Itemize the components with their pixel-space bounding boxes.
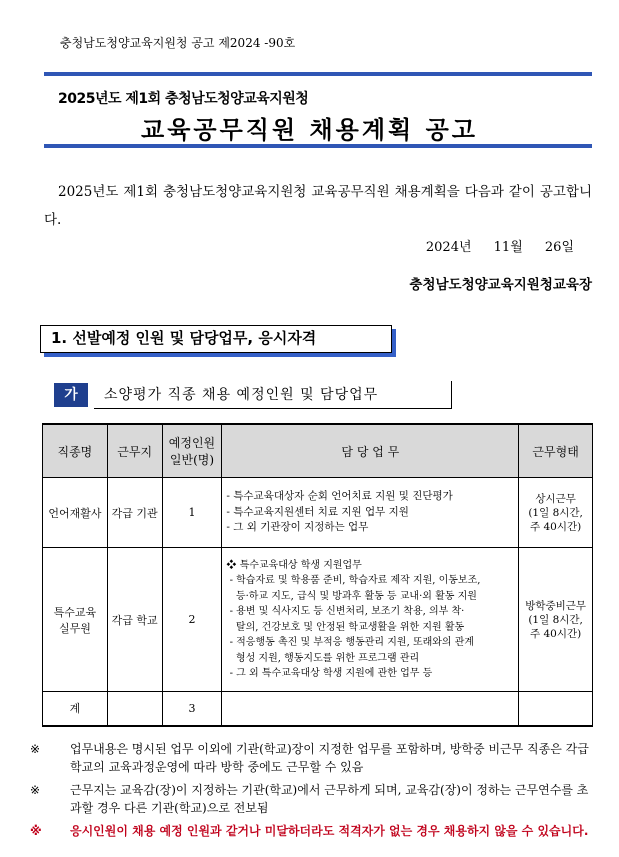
table-header-row [43, 424, 593, 478]
total-count: 3 [162, 692, 222, 726]
count-cell: 2 [162, 548, 222, 692]
header-place: 근무지 [107, 424, 162, 478]
work-type-cell: 상시근무 (1일 8시간, 주 40시간) [519, 478, 593, 548]
page-title: 교육공무직원 채용계획 공고 [141, 116, 478, 144]
duties-cell: ❖ 특수교육대상 학생 지원업무 - 학습자료 및 학용품 준비, 학습자료 제작 지원, 이동보조, 등·하교 지도, 급식 및 방과후 활동 등 교내·외 활동 지원 - 용변 및 식사지도 등 신변처리, 보조기 착용, 의부 착· 탈의, 건강보호 및 안정된 학교생활을 위한 지원 활동 - 적응행동 촉진 및 부적응 행동관리 지원, 또래와의 관계 형성 지원, 행동지도를 위한 프로그램 관리 - 그 외 특수교육대상 학생 지원에 관한 업무 등 [222, 548, 519, 692]
table-row [43, 478, 593, 548]
section-heading: 1. 선발예정 인원 및 담당업무, 응시자격 [40, 325, 392, 353]
place-cell: 각급 기관 [107, 478, 162, 548]
note-mark: ※ [30, 742, 41, 756]
issuer: 충청남도청양교육지원청교육장 [409, 277, 592, 293]
total-row [43, 692, 593, 726]
warning-note: ※ 응시인원이 채용 예정 인원과 같거나 미달하더라도 적격자가 없는 경우 채용하지 않을 수 있습니다. [30, 824, 589, 838]
header-count: 예정인원 일반(명) [162, 424, 222, 478]
subsection-title: 소양평가 직종 채용 예정인원 및 담당업무 [94, 381, 452, 409]
note-mark: ※ [30, 783, 41, 797]
count-cell: 1 [162, 478, 222, 548]
job-cell: 특수교육 실무원 [43, 548, 108, 692]
total-label: 계 [43, 692, 108, 726]
note-item: ※ 업무내용은 명시된 업무 이외에 기관(학교)장이 지정한 업무를 포함하며, 방학중 비근무 직종은 각급 학교의 교육과정운영에 따라 방학 중에도 근무할 수 있음 [30, 742, 589, 774]
notice-date: 2024년 11월 26일 [425, 240, 574, 255]
notes [30, 740, 595, 845]
work-type-cell: 방학중비근무 (1일 8시간, 주 40시간) [519, 548, 593, 692]
note-item: ※ 근무지는 교육감(장)이 지정하는 기관(학교)에서 근무하게 되며, 교육감(장)이 정하는 근무연수를 초과할 경우 다른 기관(학교)으로 전보됨 [30, 783, 589, 815]
place-cell: 각급 학교 [107, 548, 162, 692]
header-job: 직종명 [43, 424, 108, 478]
duties-cell: - 특수교육대상자 순회 언어치료 지원 및 진단평가 - 특수교육지원센터 치료 지원 업무 지원 - 그 외 기관장이 지정하는 업무 [222, 478, 519, 548]
header-work-type: 근무형태 [519, 424, 593, 478]
intro-paragraph: 2025년도 제1회 충청남도청양교육지원청 교육공무직원 채용계획을 다음과 같이 공고합니다. [44, 184, 592, 228]
job-cell: 언어재활사 [43, 478, 108, 548]
table-row [43, 548, 593, 692]
recruitment-table [42, 423, 593, 727]
title-line1: 2025년도 제1회 충청남도청양교육지원청 [58, 91, 309, 107]
subsection-badge: 가 [54, 383, 88, 407]
header-duties: 담 당 업 무 [222, 424, 519, 478]
notice-number: 충청남도청양교육지원청 공고 제2024 -90호 [60, 36, 296, 50]
note-mark: ※ [30, 824, 42, 838]
